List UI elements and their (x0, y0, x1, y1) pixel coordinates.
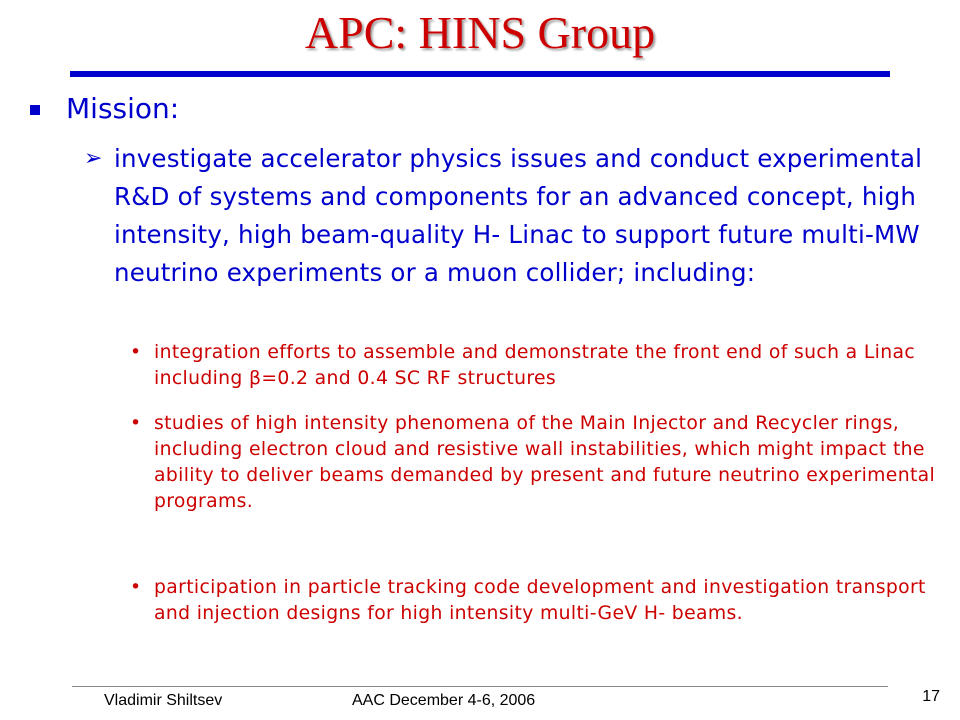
dot-bullet-icon: • (130, 413, 142, 434)
slide-title: APC: HINS Group (304, 7, 656, 58)
sub-item (130, 411, 945, 515)
title-underline (70, 71, 890, 77)
page-number: 17 (922, 688, 940, 705)
footer-author: Vladimir Shiltsev (104, 692, 223, 709)
mission-label: Mission: (66, 92, 180, 125)
mission-heading (30, 92, 179, 125)
dot-bullet-icon: • (130, 342, 142, 363)
square-bullet-icon (30, 105, 40, 115)
sub-item (130, 340, 945, 392)
sub-item-text: integration efforts to assemble and demonstrate the front end of such a Linac including β=0.2 and 0.4 SC RF structures (154, 342, 916, 389)
sub-item-text: participation in particle tracking code development and investigation transport and injection designs for high intensity multi-GeV H- beams. (154, 577, 926, 624)
footer-event: AAC December 4-6, 2006 (352, 692, 536, 709)
mission-statement (84, 140, 934, 292)
sub-item (130, 575, 945, 627)
mission-text: investigate accelerator physics issues and conduct experimental R&D of systems and components for an advanced concept, high intensity, high beam-quality H- Linac to support future multi-MW neutrino experiments or a muon collider; including: (114, 144, 923, 287)
arrow-bullet-icon: ➢ (84, 146, 103, 171)
sub-item-text: studies of high intensity phenomena of the Main Injector and Recycler rings, including electron cloud and resistive wall instabilities, which might impact the ability to deliver beams demanded by present and future neutrino experimental programs. (154, 413, 936, 512)
footer-divider (72, 686, 888, 687)
dot-bullet-icon: • (130, 577, 142, 598)
